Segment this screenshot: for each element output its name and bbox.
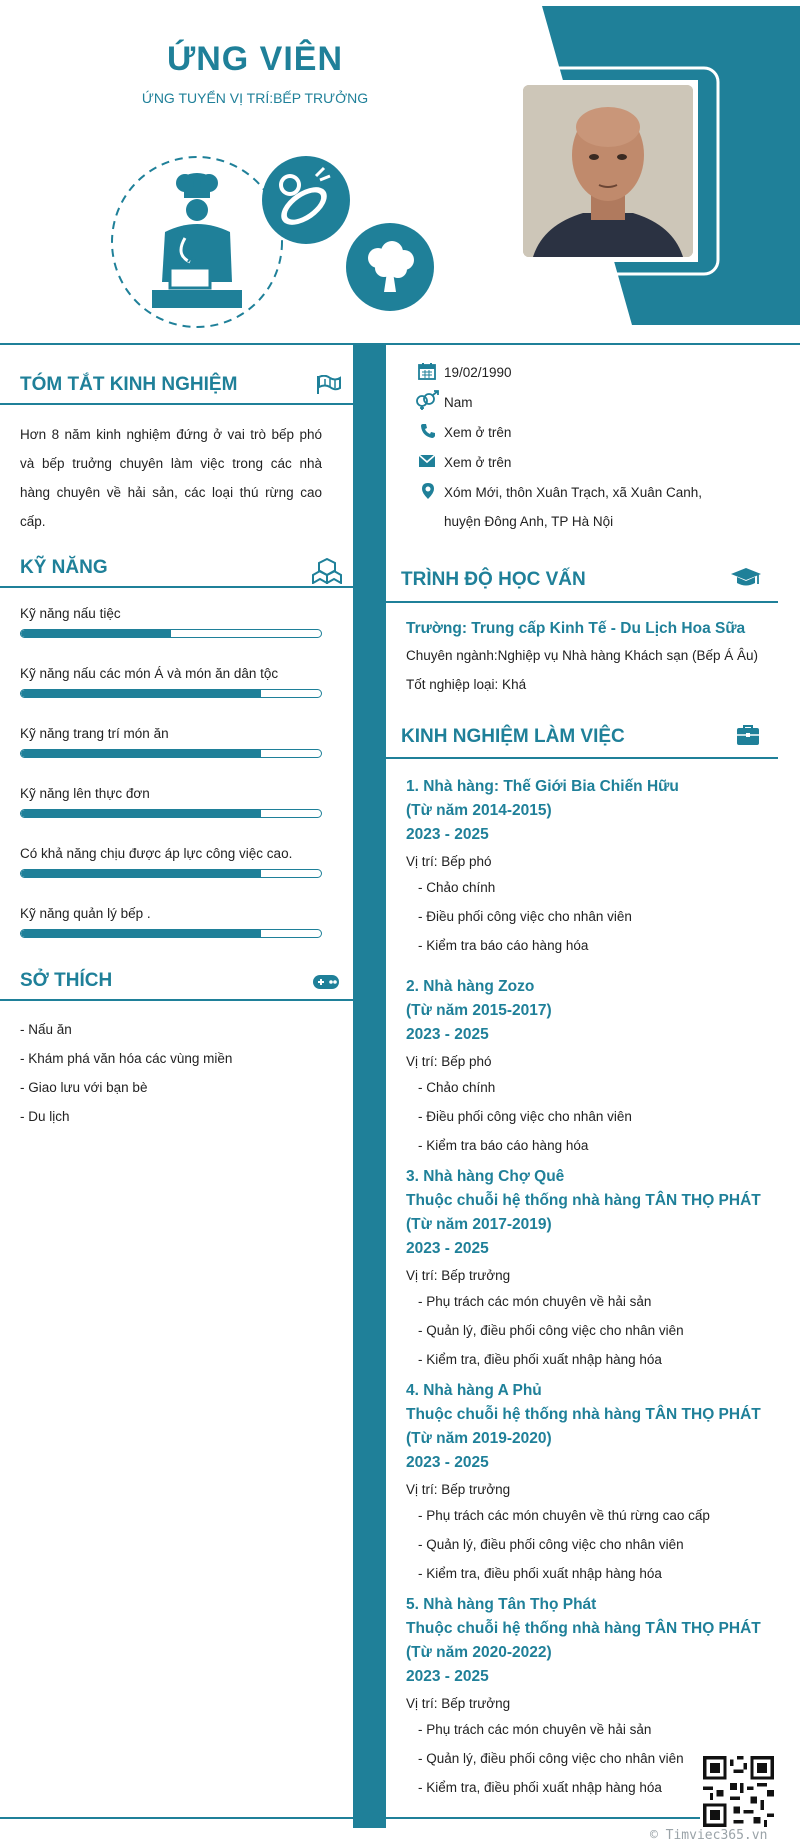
job-heading-line: (Từ năm 2020-2022) xyxy=(406,1644,552,1661)
cv-header xyxy=(0,0,800,340)
chef-illustration-icon xyxy=(112,157,282,327)
job-task: - Phụ trách các món chuyên về hải sản xyxy=(418,1722,652,1737)
job-heading-line: (Từ năm 2017-2019) xyxy=(406,1216,552,1233)
education-major: Chuyên ngành:Nghiệp vụ Nhà hàng Khách sạn (Bếp Á Âu) xyxy=(406,648,758,663)
info-phone: Xem ở trên xyxy=(444,425,512,440)
job-task: - Quản lý, điều phối công việc cho nhân viên xyxy=(418,1751,684,1766)
skill-item xyxy=(20,846,322,878)
center-column-bar xyxy=(353,343,386,1828)
education-grade: Tốt nghiệp loại: Khá xyxy=(406,677,527,692)
job-heading-line: (Từ năm 2015-2017) xyxy=(406,1002,552,1019)
skill-name: Có khả năng chịu được áp lực công việc cao. xyxy=(20,846,293,861)
job-heading-line: 2023 - 2025 xyxy=(406,826,489,843)
job-position: Vị trí: Bếp phó xyxy=(406,854,492,869)
gamepad-icon xyxy=(312,973,340,991)
job-task: - Kiểm tra, điều phối xuất nhập hàng hóa xyxy=(418,1780,662,1795)
job-heading-line: 2023 - 2025 xyxy=(406,1454,489,1471)
education-title-underline xyxy=(386,601,778,603)
job-task: - Chảo chính xyxy=(418,880,496,895)
hobbies-title-underline xyxy=(0,999,353,1001)
education-title: TRÌNH ĐỘ HỌC VẤN xyxy=(401,569,586,590)
gender-icon xyxy=(414,390,440,410)
skill-bar xyxy=(20,749,322,758)
footer-brand: © Timviec365.vn xyxy=(650,1828,768,1843)
job-heading-line: 1. Nhà hàng: Thế Giới Bia Chiến Hữu xyxy=(406,778,679,795)
skill-name: Kỹ năng nấu tiệc xyxy=(20,606,121,621)
experience-title: KINH NGHIỆM LÀM VIỆC xyxy=(401,726,625,747)
qr-code-icon xyxy=(703,1756,774,1827)
skills-title-underline xyxy=(0,586,353,588)
job-heading-line: 2023 - 2025 xyxy=(406,1668,489,1685)
vegetables-icon xyxy=(262,156,350,244)
job-task: - Quản lý, điều phối công việc cho nhân viên xyxy=(418,1323,684,1338)
apply-position: ỨNG TUYỂN VỊ TRÍ:BẾP TRƯỞNG xyxy=(141,90,369,106)
job-heading-line: 5. Nhà hàng Tân Thọ Phát xyxy=(406,1596,597,1613)
job-heading-line: (Từ năm 2019-2020) xyxy=(406,1430,552,1447)
calendar-icon xyxy=(418,362,436,380)
education-school: Trường: Trung cấp Kinh Tế - Du Lịch Hoa Sữa xyxy=(406,620,746,637)
hobby-item: - Khám phá văn hóa các vùng miền xyxy=(20,1051,233,1066)
job-heading-line: Thuộc chuỗi hệ thống nhà hàng TÂN THỌ PHÁT xyxy=(406,1406,761,1423)
hobbies-title: SỞ THÍCH xyxy=(20,970,113,991)
hobby-item: - Giao lưu với bạn bè xyxy=(20,1080,148,1095)
skill-name: Kỹ năng trang trí món ăn xyxy=(20,726,169,741)
candidate-photo xyxy=(523,85,693,257)
skill-bar-fill xyxy=(21,630,171,637)
job-task: - Quản lý, điều phối công việc cho nhân viên xyxy=(418,1537,684,1552)
skill-bar-fill xyxy=(21,810,261,817)
job-heading-line: Thuộc chuỗi hệ thống nhà hàng TÂN THỌ PHÁT xyxy=(406,1620,761,1637)
skill-bar-fill xyxy=(21,870,261,877)
job-heading-line: (Từ năm 2014-2015) xyxy=(406,802,552,819)
skill-bar xyxy=(20,809,322,818)
skill-item xyxy=(20,606,322,638)
hobby-item: - Nấu ăn xyxy=(20,1022,72,1037)
experience-title-underline xyxy=(386,757,778,759)
skill-bar-fill xyxy=(21,690,261,697)
job-entry xyxy=(406,775,796,960)
summary-title: TÓM TẮT KINH NGHIỆM xyxy=(20,374,238,395)
skill-item xyxy=(20,906,322,938)
job-task: - Phụ trách các món chuyên về thú rừng cao cấp xyxy=(418,1508,710,1523)
job-heading-line: 3. Nhà hàng Chợ Quê xyxy=(406,1168,565,1185)
job-task: - Điều phối công việc cho nhân viên xyxy=(418,1109,632,1124)
job-task: - Kiểm tra, điều phối xuất nhập hàng hóa xyxy=(418,1566,662,1581)
skill-bar xyxy=(20,929,322,938)
divider-top xyxy=(0,343,800,345)
info-address-line2: huyện Đông Anh, TP Hà Nội xyxy=(444,514,614,529)
location-pin-icon xyxy=(421,482,435,500)
flag-icon xyxy=(316,375,342,395)
job-entry xyxy=(406,1165,796,1374)
info-gender: Nam xyxy=(444,395,473,410)
skill-item xyxy=(20,786,322,818)
job-position: Vị trí: Bếp trưởng xyxy=(406,1482,511,1497)
info-dob: 19/02/1990 xyxy=(444,365,512,380)
job-task: - Kiểm tra, điều phối xuất nhập hàng hóa xyxy=(418,1352,662,1367)
info-address-line1: Xóm Mới, thôn Xuân Trạch, xã Xuân Canh, xyxy=(444,485,702,500)
skill-item xyxy=(20,666,322,698)
job-heading-line: 2023 - 2025 xyxy=(406,1240,489,1257)
skill-item xyxy=(20,726,322,758)
job-task: - Kiểm tra báo cáo hàng hóa xyxy=(418,1138,589,1153)
job-position: Vị trí: Bếp trưởng xyxy=(406,1696,511,1711)
briefcase-icon xyxy=(736,724,760,746)
skill-bar-fill xyxy=(21,930,261,937)
divider-bottom xyxy=(0,1817,700,1819)
job-task: - Chảo chính xyxy=(418,1080,496,1095)
skill-bar xyxy=(20,629,322,638)
job-entry xyxy=(406,1379,796,1588)
skill-name: Kỹ năng lên thực đơn xyxy=(20,786,150,801)
summary-text: Hơn 8 năm kinh nghiệm đứng ở vai trò bếp phó và bếp truởng chuyên làm việc trong các nhà hàng chuyên về hải sản, các loại thú rừng cao cấp. xyxy=(20,427,322,529)
job-task: - Điều phối công việc cho nhân viên xyxy=(418,909,632,924)
skill-name: Kỹ năng nấu các món Á và món ăn dân tộc xyxy=(20,666,279,681)
job-position: Vị trí: Bếp phó xyxy=(406,1054,492,1069)
job-position: Vị trí: Bếp trưởng xyxy=(406,1268,511,1283)
broccoli-icon xyxy=(346,223,434,311)
skill-bar xyxy=(20,689,322,698)
info-email: Xem ở trên xyxy=(444,455,512,470)
job-entry xyxy=(406,975,796,1160)
job-heading-line: Thuộc chuỗi hệ thống nhà hàng TÂN THỌ PHÁT xyxy=(406,1192,761,1209)
cubes-icon xyxy=(312,558,342,584)
job-task: - Phụ trách các món chuyên về hải sản xyxy=(418,1294,652,1309)
job-task: - Kiểm tra báo cáo hàng hóa xyxy=(418,938,589,953)
graduation-cap-icon xyxy=(730,566,762,590)
job-heading-line: 2023 - 2025 xyxy=(406,1026,489,1043)
email-icon xyxy=(418,453,436,469)
skill-name: Kỹ năng quản lý bếp . xyxy=(20,906,151,921)
skill-bar xyxy=(20,869,322,878)
hobby-item: - Du lịch xyxy=(20,1109,70,1124)
job-heading-line: 4. Nhà hàng A Phủ xyxy=(406,1382,542,1399)
phone-icon xyxy=(420,423,436,439)
skills-title: KỸ NĂNG xyxy=(20,557,108,578)
job-heading-line: 2. Nhà hàng Zozo xyxy=(406,978,535,995)
skill-bar-fill xyxy=(21,750,261,757)
candidate-name: ỨNG VIÊN xyxy=(166,40,343,78)
summary-title-underline xyxy=(0,403,353,405)
